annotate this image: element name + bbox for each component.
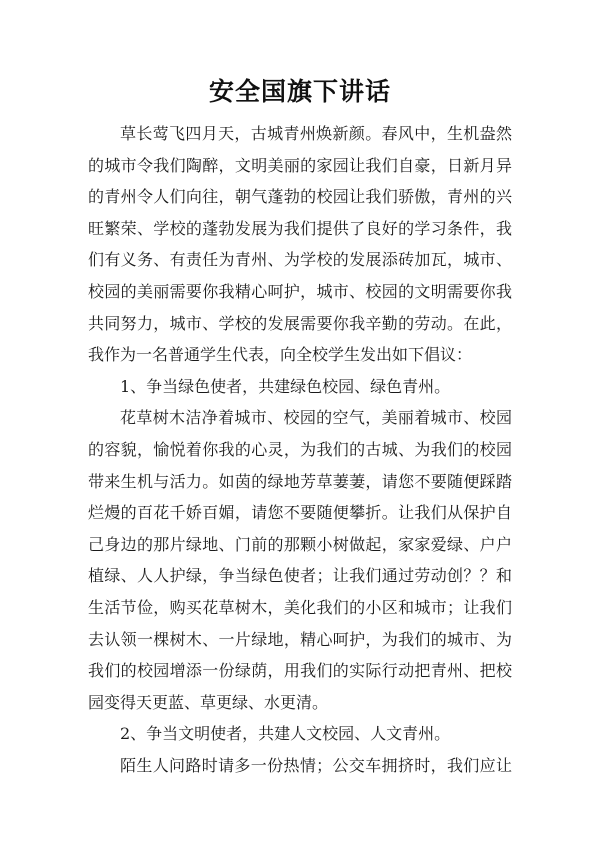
text-line: 我作为一名普通学生代表，向全校学生发出如下倡议： xyxy=(88,345,473,365)
text-line: 草长莺飞四月天，古城青州焕新颜。春风中，生机盎然 xyxy=(120,124,512,143)
text-line: 的容貌，愉悦着你我的心灵，为我们的古城、为我们的校园 xyxy=(88,439,512,459)
text-line: 旺繁荣、学校的蓬勃发展为我们提供了良好的学习条件，我 xyxy=(88,218,512,238)
text-line: 校园的美丽需要你我精心呵护，城市、校园的文明需要你我 xyxy=(88,281,512,301)
text-line: 带来生机与活力。如茵的绿地芳草萋萋，请您不要随便踩踏 xyxy=(88,471,512,491)
text-line: 生活节俭，购买花草树木，美化我们的小区和城市；让我们 xyxy=(88,597,512,617)
text-line: 2、争当文明使者，共建人文校园、人文青州。 xyxy=(120,724,451,744)
text-line: 1、争当绿色使者，共建绿色校园、绿色青州。 xyxy=(120,376,451,396)
document-body xyxy=(88,118,512,781)
text-line: 烂熳的百花千娇百媚，请您不要随便攀折。让我们从保护自 xyxy=(88,503,512,523)
text-line: 的青州令人们向往，朝气蓬勃的校园让我们骄傲，青州的兴 xyxy=(88,187,512,207)
text-line: 园变得天更蓝、草更绿、水更清。 xyxy=(88,692,329,712)
text-line: 己身边的那片绿地、门前的那颗小树做起，家家爱绿、户户 xyxy=(88,534,512,554)
text-line: 我们的校园增添一份绿荫，用我们的实际行动把青州、把校 xyxy=(88,661,512,681)
document-title: 安全国旗下讲话 xyxy=(208,77,391,106)
text-line: 们有义务、有责任为青州、为学校的发展添砖加瓦，城市、 xyxy=(88,250,512,270)
text-line: 去认领一棵树木、一片绿地，精心呵护，为我们的城市、为 xyxy=(88,629,512,649)
text-line: 的城市令我们陶醉，文明美丽的家园让我们自豪，日新月异 xyxy=(88,155,512,175)
text-line: 植绿、人人护绿，争当绿色使者；让我们通过劳动创？？和 xyxy=(88,566,512,586)
text-line: 陌生人问路时请多一份热情；公交车拥挤时，我们应让 xyxy=(120,755,512,775)
text-line: 共同努力，城市、学校的发展需要你我辛勤的劳动。在此， xyxy=(88,313,512,333)
text-line: 花草树木洁净着城市、校园的空气，美丽着城市、校园 xyxy=(120,408,512,428)
